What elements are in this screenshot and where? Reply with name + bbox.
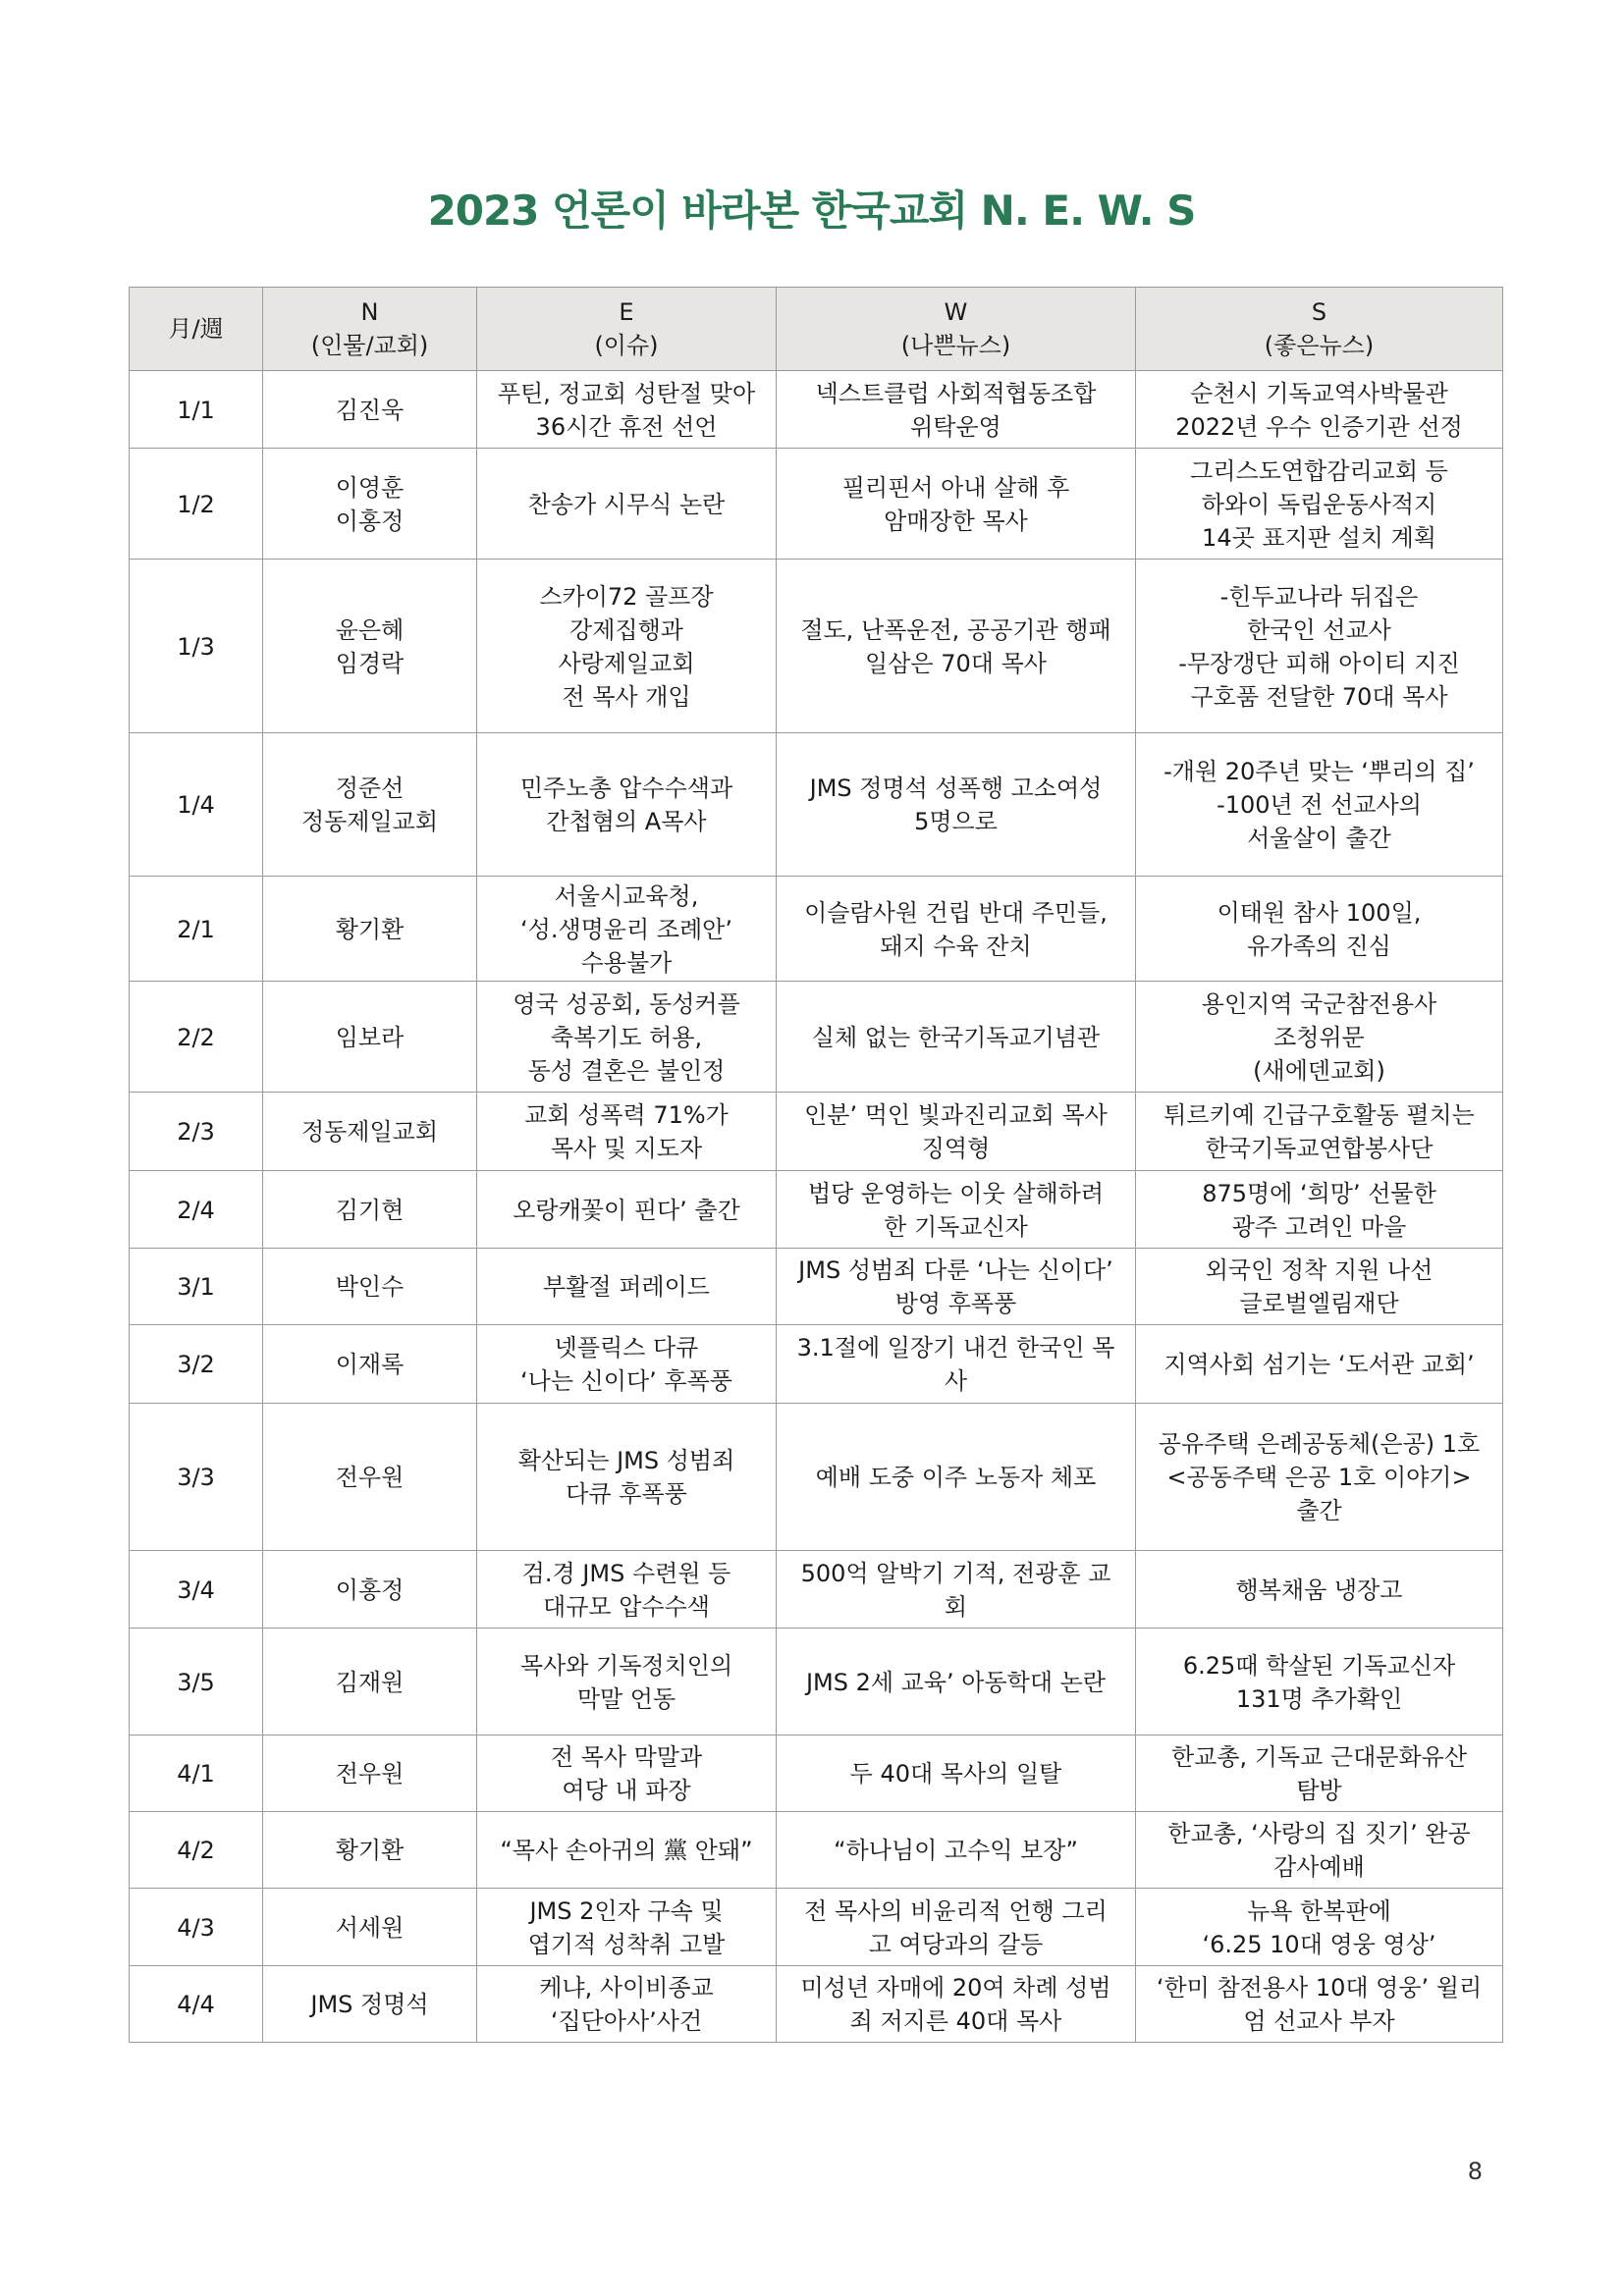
table-row xyxy=(130,1325,1503,1404)
n-cell: 황기환 xyxy=(263,1812,477,1889)
header-w-bad-news: W (나쁜뉴스) xyxy=(777,288,1136,371)
table-row xyxy=(130,733,1503,877)
table-row xyxy=(130,449,1503,560)
n-cell: JMS 정명석 xyxy=(263,1966,477,2043)
w-cell: 이슬람사원 건립 반대 주민들, 돼지 수육 잔치 xyxy=(777,877,1136,982)
s-cell: 외국인 정착 지원 나선 글로벌엘림재단 xyxy=(1136,1249,1503,1325)
e-cell: 교회 성폭력 71%가 목사 및 지도자 xyxy=(477,1093,777,1171)
w-cell: 전 목사의 비윤리적 언행 그리 고 여당과의 갈등 xyxy=(777,1889,1136,1966)
e-cell: 스카이72 골프장 강제집행과 사랑제일교회 전 목사 개입 xyxy=(477,560,777,733)
e-cell: 전 목사 막말과 여당 내 파장 xyxy=(477,1735,777,1812)
n-cell: 정동제일교회 xyxy=(263,1093,477,1171)
table-row xyxy=(130,982,1503,1093)
w-cell: JMS 정명석 성폭행 고소여성 5명으로 xyxy=(777,733,1136,877)
header-n-person-church: N (인물/교회) xyxy=(263,288,477,371)
table-row xyxy=(130,1812,1503,1889)
period-cell: 2/3 xyxy=(130,1093,263,1171)
s-cell: 875명에 ‘희망’ 선물한 광주 고려인 마을 xyxy=(1136,1171,1503,1249)
e-cell: 오랑캐꽃이 핀다’ 출간 xyxy=(477,1171,777,1249)
n-cell: 김기현 xyxy=(263,1171,477,1249)
s-cell: 튀르키예 긴급구호활동 펼치는 한국기독교연합봉사단 xyxy=(1136,1093,1503,1171)
table-row xyxy=(130,1404,1503,1551)
w-cell: 법당 운영하는 이웃 살해하려 한 기독교신자 xyxy=(777,1171,1136,1249)
s-cell: -개원 20주년 맞는 ‘뿌리의 집’ -100년 전 선교사의 서울살이 출간 xyxy=(1136,733,1503,877)
period-cell: 3/4 xyxy=(130,1551,263,1629)
table-row xyxy=(130,1735,1503,1812)
n-cell: 전우원 xyxy=(263,1404,477,1551)
e-cell: 검.경 JMS 수련원 등 대규모 압수수색 xyxy=(477,1551,777,1629)
page-number: 8 xyxy=(1467,2158,1483,2185)
n-cell: 이재록 xyxy=(263,1325,477,1404)
header-s-good-news: S (좋은뉴스) xyxy=(1136,288,1503,371)
e-cell: 넷플릭스 다큐 ‘나는 신이다’ 후폭풍 xyxy=(477,1325,777,1404)
s-cell: 이태원 참사 100일, 유가족의 진심 xyxy=(1136,877,1503,982)
s-cell: 그리스도연합감리교회 등 하와이 독립운동사적지 14곳 표지판 설치 계획 xyxy=(1136,449,1503,560)
w-cell: 500억 알박기 기적, 전광훈 교 회 xyxy=(777,1551,1136,1629)
w-cell: 인분’ 먹인 빛과진리교회 목사 징역형 xyxy=(777,1093,1136,1171)
e-cell: 케냐, 사이비종교 ‘집단아사’사건 xyxy=(477,1966,777,2043)
period-cell: 3/5 xyxy=(130,1629,263,1735)
n-cell: 김진욱 xyxy=(263,371,477,449)
n-cell: 서세원 xyxy=(263,1889,477,1966)
period-cell: 4/1 xyxy=(130,1735,263,1812)
s-cell: 한교총, ‘사랑의 집 짓기’ 완공 감사예배 xyxy=(1136,1812,1503,1889)
n-cell: 윤은혜 임경락 xyxy=(263,560,477,733)
n-cell: 박인수 xyxy=(263,1249,477,1325)
n-cell: 이홍정 xyxy=(263,1551,477,1629)
table-body xyxy=(130,371,1503,2043)
period-cell: 3/1 xyxy=(130,1249,263,1325)
s-cell: 한교총, 기독교 근대문화유산 탐방 xyxy=(1136,1735,1503,1812)
table-row xyxy=(130,1889,1503,1966)
w-cell: 미성년 자매에 20여 차례 성범 죄 저지른 40대 목사 xyxy=(777,1966,1136,2043)
e-cell: 부활절 퍼레이드 xyxy=(477,1249,777,1325)
s-cell: 지역사회 섬기는 ‘도서관 교회’ xyxy=(1136,1325,1503,1404)
header-period: 月/週 xyxy=(130,288,263,371)
n-cell: 황기환 xyxy=(263,877,477,982)
table-row xyxy=(130,1551,1503,1629)
w-cell: 절도, 난폭운전, 공공기관 행패 일삼은 70대 목사 xyxy=(777,560,1136,733)
table-header-row xyxy=(130,288,1503,371)
e-cell: 민주노총 압수수색과 간첩혐의 A목사 xyxy=(477,733,777,877)
e-cell: 찬송가 시무식 논란 xyxy=(477,449,777,560)
s-cell: 용인지역 국군참전용사 조청위문 (새에덴교회) xyxy=(1136,982,1503,1093)
table-row xyxy=(130,1629,1503,1735)
table-row xyxy=(130,877,1503,982)
table-row xyxy=(130,1249,1503,1325)
table-row xyxy=(130,371,1503,449)
n-cell: 김재원 xyxy=(263,1629,477,1735)
s-cell: 순천시 기독교역사박물관 2022년 우수 인증기관 선정 xyxy=(1136,371,1503,449)
w-cell: “하나님이 고수익 보장” xyxy=(777,1812,1136,1889)
period-cell: 1/3 xyxy=(130,560,263,733)
page-title: 2023 언론이 바라본 한국교회 N. E. W. S xyxy=(427,187,1196,235)
w-cell: JMS 성범죄 다룬 ‘나는 신이다’ 방영 후폭풍 xyxy=(777,1249,1136,1325)
table-row xyxy=(130,1093,1503,1171)
news-table xyxy=(129,287,1503,2043)
table-row xyxy=(130,1171,1503,1249)
table-row xyxy=(130,560,1503,733)
w-cell: JMS 2세 교육’ 아동학대 논란 xyxy=(777,1629,1136,1735)
header-e-issue: E (이슈) xyxy=(477,288,777,371)
n-cell: 이영훈 이홍정 xyxy=(263,449,477,560)
period-cell: 1/1 xyxy=(130,371,263,449)
table-row xyxy=(130,1966,1503,2043)
period-cell: 2/1 xyxy=(130,877,263,982)
period-cell: 3/2 xyxy=(130,1325,263,1404)
e-cell: “목사 손아귀의 黨 안돼” xyxy=(477,1812,777,1889)
n-cell: 임보라 xyxy=(263,982,477,1093)
n-cell: 전우원 xyxy=(263,1735,477,1812)
w-cell: 실체 없는 한국기독교기념관 xyxy=(777,982,1136,1093)
s-cell: 6.25때 학살된 기독교신자 131명 추가확인 xyxy=(1136,1629,1503,1735)
w-cell: 필리핀서 아내 살해 후 암매장한 목사 xyxy=(777,449,1136,560)
w-cell: 두 40대 목사의 일탈 xyxy=(777,1735,1136,1812)
w-cell: 예배 도중 이주 노동자 체포 xyxy=(777,1404,1136,1551)
s-cell: 뉴욕 한복판에 ‘6.25 10대 영웅 영상’ xyxy=(1136,1889,1503,1966)
period-cell: 4/4 xyxy=(130,1966,263,2043)
e-cell: 영국 성공회, 동성커플 축복기도 허용, 동성 결혼은 불인정 xyxy=(477,982,777,1093)
s-cell: -힌두교나라 뒤집은 한국인 선교사 -무장갱단 피해 아이티 지진 구호품 전달한 70대 목사 xyxy=(1136,560,1503,733)
e-cell: 서울시교육청, ‘성.생명윤리 조례안’ 수용불가 xyxy=(477,877,777,982)
period-cell: 4/2 xyxy=(130,1812,263,1889)
period-cell: 4/3 xyxy=(130,1889,263,1966)
e-cell: 목사와 기독정치인의 막말 언동 xyxy=(477,1629,777,1735)
period-cell: 3/3 xyxy=(130,1404,263,1551)
e-cell: 확산되는 JMS 성범죄 다큐 후폭풍 xyxy=(477,1404,777,1551)
period-cell: 2/2 xyxy=(130,982,263,1093)
w-cell: 넥스트클럽 사회적협동조합 위탁운영 xyxy=(777,371,1136,449)
s-cell: ‘한미 참전용사 10대 영웅’ 윌리 엄 선교사 부자 xyxy=(1136,1966,1503,2043)
period-cell: 1/4 xyxy=(130,733,263,877)
w-cell: 3.1절에 일장기 내건 한국인 목 사 xyxy=(777,1325,1136,1404)
n-cell: 정준선 정동제일교회 xyxy=(263,733,477,877)
e-cell: 푸틴, 정교회 성탄절 맞아 36시간 휴전 선언 xyxy=(477,371,777,449)
s-cell: 공유주택 은례공동체(은공) 1호 <공동주택 은공 1호 이야기> 출간 xyxy=(1136,1404,1503,1551)
period-cell: 1/2 xyxy=(130,449,263,560)
period-cell: 2/4 xyxy=(130,1171,263,1249)
e-cell: JMS 2인자 구속 및 엽기적 성착취 고발 xyxy=(477,1889,777,1966)
s-cell: 행복채움 냉장고 xyxy=(1136,1551,1503,1629)
